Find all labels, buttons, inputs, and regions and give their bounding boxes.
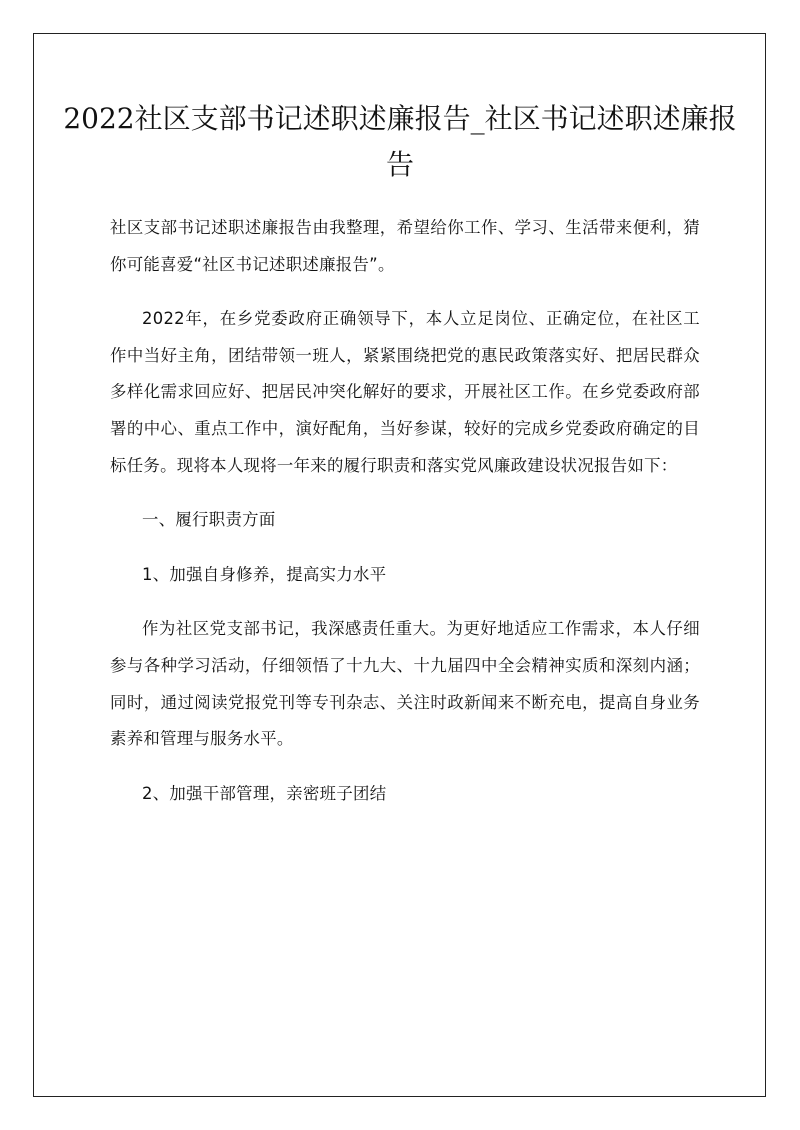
- subsection-heading-1: 1、加强自身修养，提高实力水平: [142, 564, 387, 584]
- overview-paragraph: 2022年，在乡党委政府正确领导下，本人立足岗位、正确定位，在社区工作中当好主角，团结带领一班人，紧紧围绕把党的惠民政策落实好、把居民群众多样化需求回应好、把居民冲突化解好的要求，开展社区工作。在乡党委政府部署的中心、重点工作中，演好配角，当好参谋，较好的完成乡党委政府确定的目标任务。现将本人现将一年来的履行职责和落实党风廉政建设状况报告如下：: [110, 309, 700, 475]
- section-heading-duties: 一、履行职责方面: [142, 510, 276, 530]
- document-body: [110, 210, 700, 830]
- subsection-heading-2: 2、加强干部管理，亲密班子团结: [142, 783, 387, 803]
- document-title: 2022社区支部书记述职述廉报告_社区书记述职述廉报告: [63, 102, 737, 181]
- study-paragraph: 作为社区党支部书记，我深感责任重大。为更好地适应工作需求，本人仔细参与各种学习活动，仔细领悟了十九大、十九届四中全会精神实质和深刻内涵；同时，通过阅读党报党刊等专刊杂志、关注时政新闻来不断充电，提高自身业务素养和管理与服务水平。: [110, 619, 700, 749]
- intro-paragraph: 社区支部书记述职述廉报告由我整理，希望给你工作、学习、生活带来便利，猜你可能喜爱“社区书记述职述廉报告”。: [110, 218, 700, 274]
